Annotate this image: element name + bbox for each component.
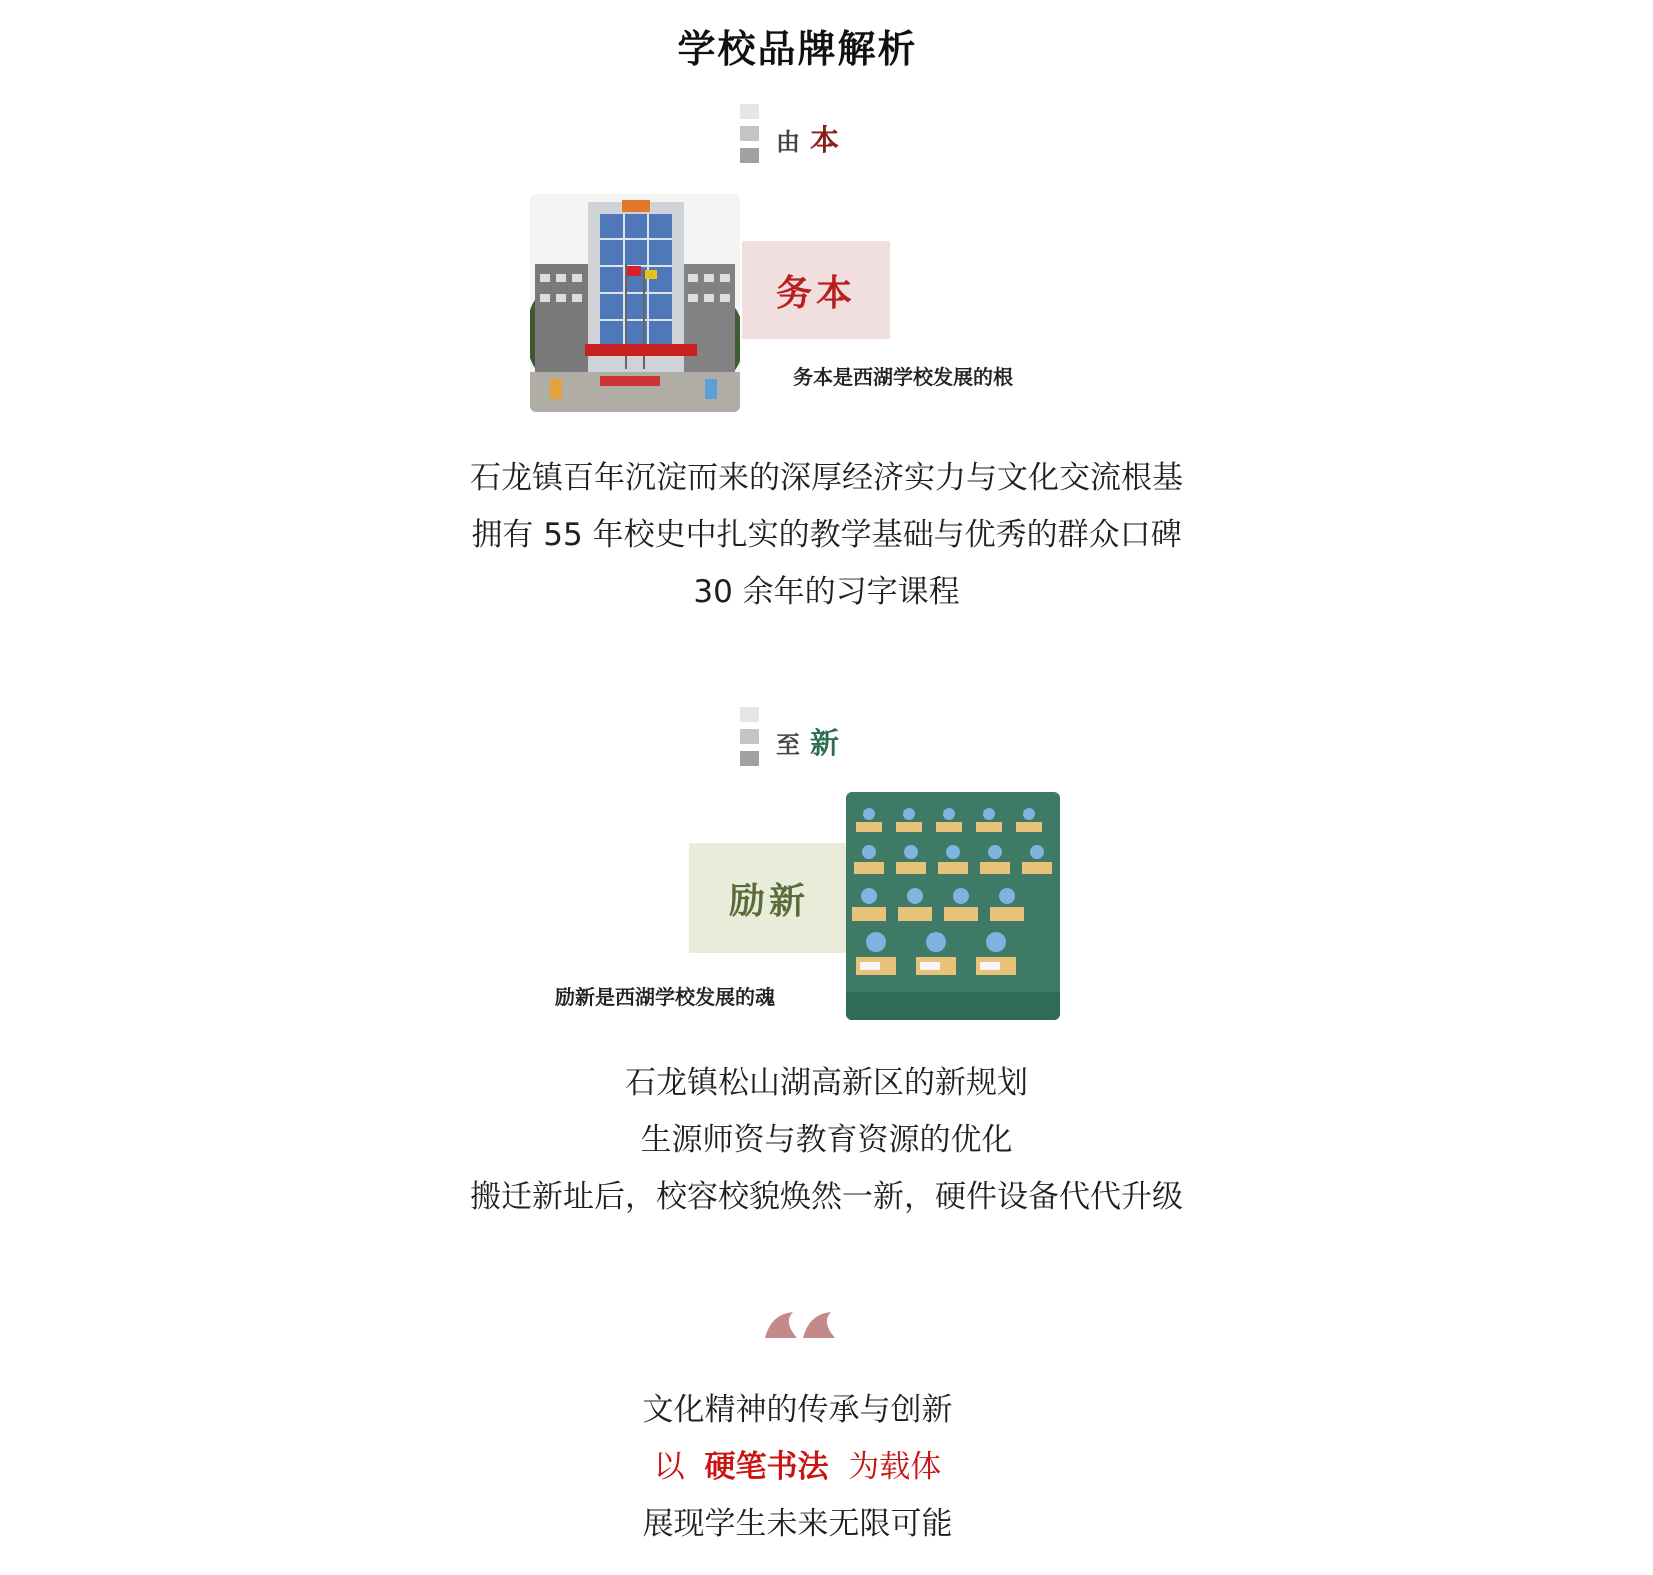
closing-line-3: 展现学生未来无限可能 xyxy=(642,1506,953,1542)
section2-heading-big: 新 xyxy=(810,726,840,760)
section1-line-1: 石龙镇百年沉淀而来的深厚经济实力与文化交流根基 xyxy=(470,460,1183,496)
closing-line-1: 文化精神的传承与创新 xyxy=(642,1392,953,1428)
section2-caption: 励新是西湖学校发展的魂 xyxy=(555,985,775,1009)
section1-line-2: 拥有 55 年校史中扎实的教学基础与优秀的群众口碑 xyxy=(471,517,1182,553)
bars-icon xyxy=(740,104,760,170)
section1-line-3: 30 余年的习字课程 xyxy=(693,574,960,610)
bars-icon xyxy=(740,707,760,773)
section1-heading-big: 本 xyxy=(810,123,840,157)
section2-heading-small: 至 xyxy=(776,730,800,759)
section2-heading xyxy=(776,721,839,762)
lixin-label-box xyxy=(689,843,849,953)
section1-caption: 务本是西湖学校发展的根 xyxy=(793,365,1013,389)
students-writing-photo xyxy=(846,792,1060,1020)
quote-mark-icon xyxy=(763,1310,839,1344)
section1-text xyxy=(0,450,1653,621)
school-building-photo xyxy=(530,194,740,412)
closing-text xyxy=(0,1382,1595,1553)
lixin-label: 励新 xyxy=(728,879,809,922)
section2-line-3: 搬迁新址后，校容校貌焕然一新，硬件设备代代升级 xyxy=(470,1179,1183,1215)
section2-text xyxy=(0,1055,1653,1226)
section1-heading-small: 由 xyxy=(776,127,800,156)
section1-heading xyxy=(776,118,839,159)
closing-line-2-bold: 硬笔书法 xyxy=(704,1449,829,1485)
section2-line-2: 生源师资与教育资源的优化 xyxy=(640,1122,1013,1158)
page-title: 学校品牌解析 xyxy=(677,27,918,71)
wuben-label: 务本 xyxy=(775,271,856,314)
closing-line-2 xyxy=(0,1439,1595,1496)
section2-line-1: 石龙镇松山湖高新区的新规划 xyxy=(625,1065,1028,1101)
closing-line-2-pre: 以 xyxy=(653,1449,685,1485)
closing-line-2-post: 为载体 xyxy=(848,1449,942,1485)
wuben-label-box xyxy=(742,241,890,339)
